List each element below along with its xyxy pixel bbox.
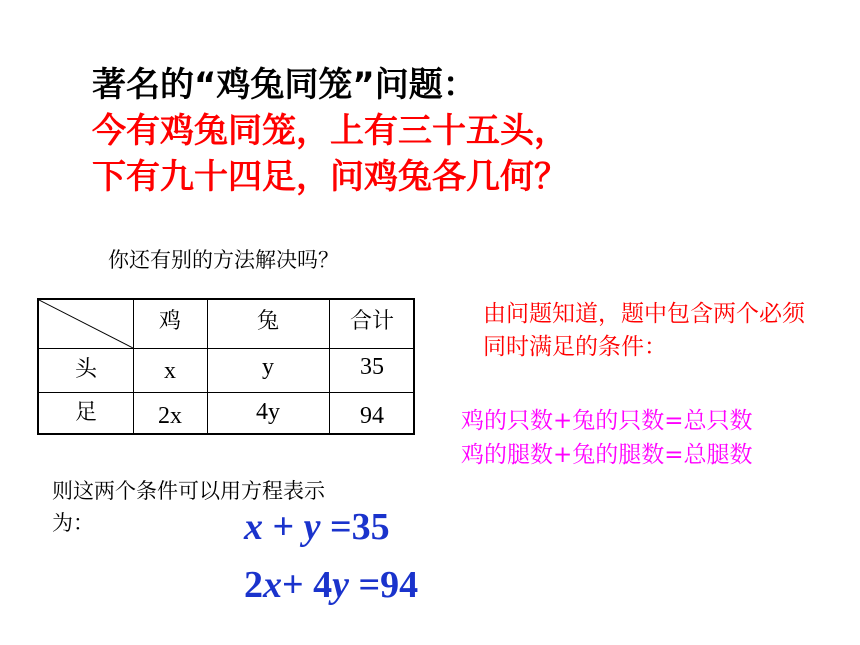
equation-feet <box>244 566 418 604</box>
eq2-coef-x: 2 <box>244 564 263 606</box>
eq2-plus: + <box>282 564 314 606</box>
cell-total-feet: 94 <box>360 403 384 429</box>
row-label-feet: 足 <box>74 400 97 425</box>
problem-text-line-1: 今有鸡兔同笼，上有三十五头， <box>92 111 568 151</box>
chicken-rabbit-table <box>37 298 415 435</box>
eq1-rhs: =35 <box>320 506 390 548</box>
row-divider <box>39 392 413 393</box>
row-divider <box>39 348 413 349</box>
header-diagonal <box>39 300 133 348</box>
cell-chicken-feet: 2x <box>158 403 182 429</box>
problem-text-line-2: 下有九十四足，问鸡兔各几何？ <box>92 157 568 197</box>
conditions-intro: 由问题知道，题中包含两个必须同时满足的条件： <box>483 301 805 360</box>
problem-title: 著名的“鸡兔同笼”问题： <box>92 65 477 105</box>
cell-rabbit-feet: 4y <box>256 399 280 425</box>
eq1-var-x: x <box>244 506 263 548</box>
eq1-var-y: y <box>303 506 321 548</box>
header-chicken: 鸡 <box>158 309 181 334</box>
eq2-rhs: =94 <box>349 564 419 606</box>
equation-heads <box>244 508 390 546</box>
header-rabbit: 兔 <box>256 309 279 334</box>
eq2-var-y: y <box>332 564 350 606</box>
cell-chicken-heads: x <box>164 358 176 384</box>
cell-total-heads: 35 <box>360 354 384 380</box>
cell-rabbit-heads: y <box>262 354 274 380</box>
header-total: 合计 <box>349 309 394 334</box>
eq1-plus: + <box>263 506 304 548</box>
eq2-coef-y: 4 <box>313 564 333 606</box>
method-question: 你还有别的方法解决吗？ <box>108 248 339 272</box>
row-label-heads: 头 <box>74 357 97 382</box>
condition-legs: 鸡的腿数+兔的腿数=总腿数 <box>461 442 753 468</box>
eq2-var-x: x <box>263 564 282 606</box>
equation-intro: 则这两个条件可以用方程表示为： <box>52 479 325 535</box>
condition-heads: 鸡的只数+兔的只数=总只数 <box>461 408 753 434</box>
